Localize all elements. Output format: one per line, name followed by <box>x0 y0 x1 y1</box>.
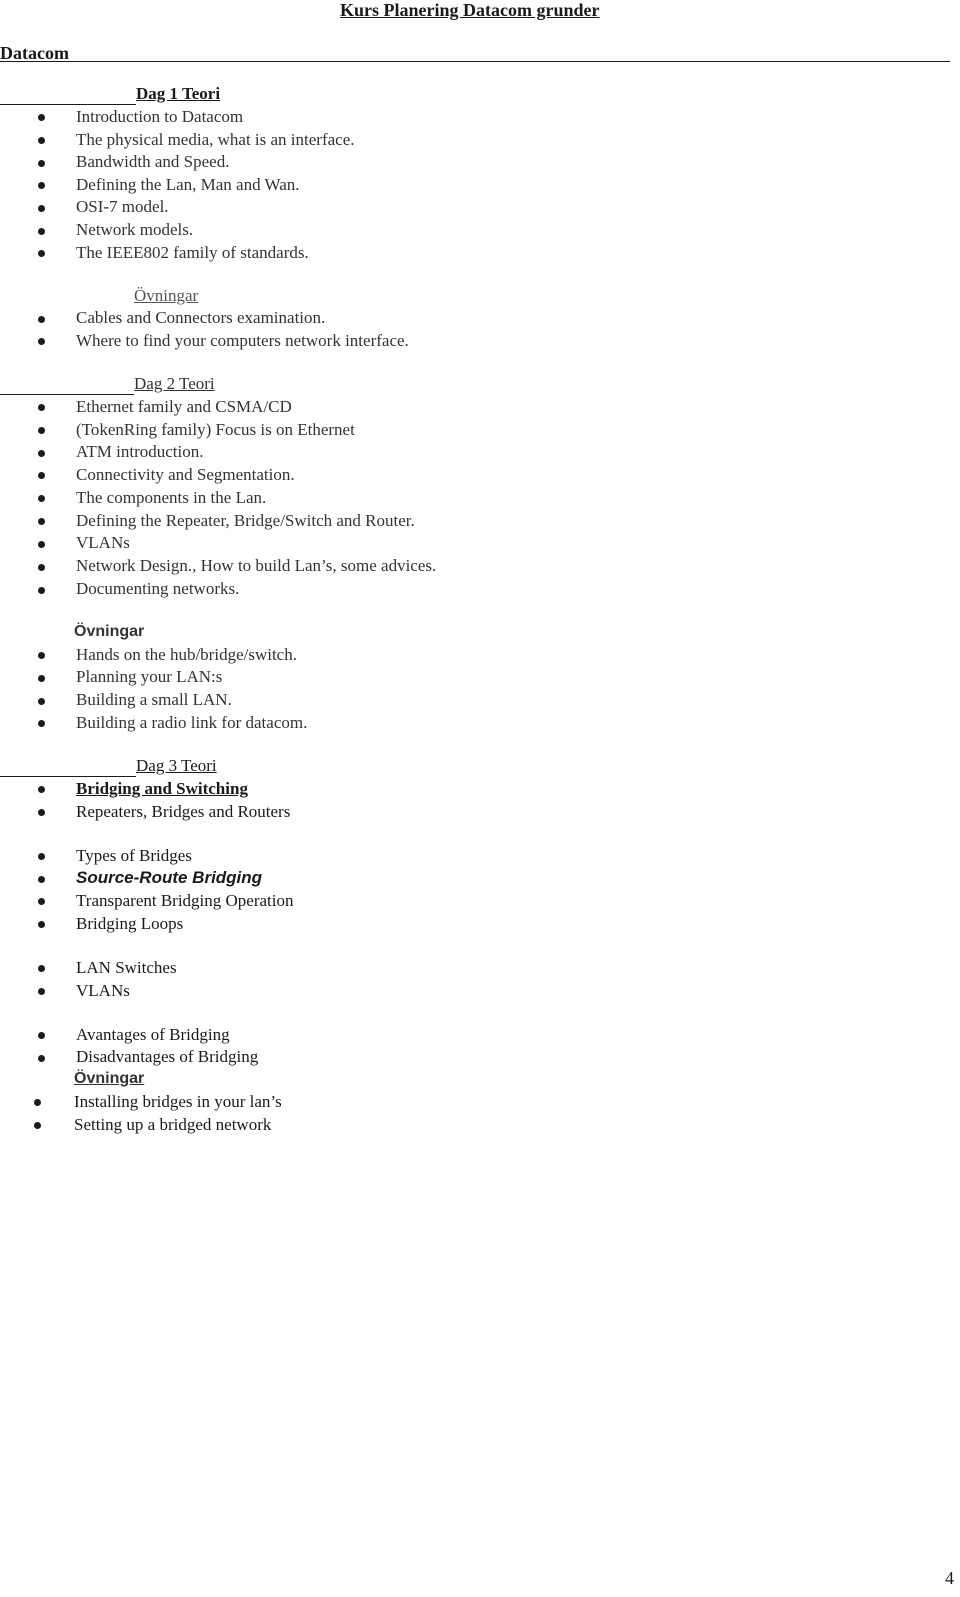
list-item: Ethernet family and CSMA/CD <box>76 397 292 416</box>
list-item: Defining the Lan, Man and Wan. <box>76 175 300 194</box>
bullet-icon <box>38 495 45 502</box>
list-item: Source-Route Bridging <box>76 868 263 887</box>
bullet-icon <box>38 205 45 212</box>
bullet-icon <box>38 988 45 995</box>
document-title: Kurs Planering Datacom grunder <box>340 0 600 20</box>
bullet-icon <box>38 1055 45 1062</box>
list-item: Connectivity and Segmentation. <box>76 465 295 484</box>
exercise-item: Hands on the hub/bridge/switch. <box>76 645 297 664</box>
exercise-item: Cables and Connectors examination. <box>76 308 326 327</box>
list-item: ATM introduction. <box>76 442 204 461</box>
exercise-item: Building a small LAN. <box>76 690 232 709</box>
list-item: Transparent Bridging Operation <box>76 891 294 910</box>
list-item: Types of Bridges <box>76 846 192 865</box>
list-item: Documenting networks. <box>76 579 240 598</box>
bullet-icon <box>38 675 45 682</box>
exercise-item: Setting up a bridged network <box>74 1115 272 1134</box>
bullet-icon <box>38 338 45 345</box>
bullet-icon <box>38 587 45 594</box>
bullet-icon <box>34 1099 41 1106</box>
bullet-icon <box>38 652 45 659</box>
list-item: Bandwidth and Speed. <box>76 152 230 171</box>
heading-rule <box>0 776 136 777</box>
list-item: Introduction to Datacom <box>76 107 244 126</box>
list-item: The physical media, what is an interface. <box>76 130 355 149</box>
bullet-icon <box>34 1122 41 1129</box>
bullet-icon <box>38 876 45 883</box>
bullet-icon <box>38 541 45 548</box>
list-item: Network Design., How to build Lan’s, some advices. <box>76 556 437 575</box>
bullet-icon <box>38 853 45 860</box>
list-item: Bridging and Switching <box>76 779 248 798</box>
section-divider <box>0 61 950 62</box>
bullet-icon <box>38 160 45 167</box>
bullet-icon <box>38 182 45 189</box>
bullet-icon <box>38 114 45 121</box>
bullet-icon <box>38 921 45 928</box>
bullet-icon <box>38 965 45 972</box>
list-item: (TokenRing family) Focus is on Ethernet <box>76 420 355 439</box>
list-item: VLANs <box>76 533 130 552</box>
list-item: Disadvantages of Bridging <box>76 1047 259 1066</box>
day2-heading: Dag 2 Teori <box>134 374 215 393</box>
bullet-icon <box>38 472 45 479</box>
bullet-icon <box>38 137 45 144</box>
bullet-icon <box>38 1032 45 1039</box>
day1-exercises-heading: Övningar <box>134 286 199 305</box>
list-item: OSI-7 model. <box>76 197 169 216</box>
day1-heading: Dag 1 Teori <box>136 84 221 103</box>
day3-exercises-heading: Övningar <box>74 1070 145 1087</box>
bullet-icon <box>38 698 45 705</box>
list-item: Repeaters, Bridges and Routers <box>76 802 291 821</box>
list-item: Bridging Loops <box>76 914 184 933</box>
bullet-icon <box>38 427 45 434</box>
list-item: LAN Switches <box>76 958 177 977</box>
exercise-item: Where to find your computers network interface. <box>76 331 409 350</box>
list-item: Network models. <box>76 220 194 239</box>
section-label: Datacom <box>0 43 69 63</box>
bullet-icon <box>38 316 45 323</box>
list-item: The IEEE802 family of standards. <box>76 243 309 262</box>
list-item: VLANs <box>76 981 130 1000</box>
bullet-icon <box>38 250 45 257</box>
bullet-icon <box>38 809 45 816</box>
bullet-icon <box>38 898 45 905</box>
exercise-item: Planning your LAN:s <box>76 667 223 686</box>
bullet-icon <box>38 786 45 793</box>
exercise-item: Installing bridges in your lan’s <box>74 1092 282 1111</box>
list-item: Avantages of Bridging <box>76 1025 230 1044</box>
bullet-icon <box>38 228 45 235</box>
list-item: Defining the Repeater, Bridge/Switch and Router. <box>76 511 415 530</box>
list-item: The components in the Lan. <box>76 488 267 507</box>
day2-exercises-heading: Övningar <box>74 623 145 640</box>
heading-rule <box>0 394 134 395</box>
bullet-icon <box>38 450 45 457</box>
bullet-icon <box>38 720 45 727</box>
bullet-icon <box>38 404 45 411</box>
heading-rule <box>0 104 136 105</box>
page-number: 4 <box>945 1568 954 1588</box>
bullet-icon <box>38 518 45 525</box>
exercise-item: Building a radio link for datacom. <box>76 713 308 732</box>
bullet-icon <box>38 564 45 571</box>
day3-heading: Dag 3 Teori <box>136 756 217 775</box>
